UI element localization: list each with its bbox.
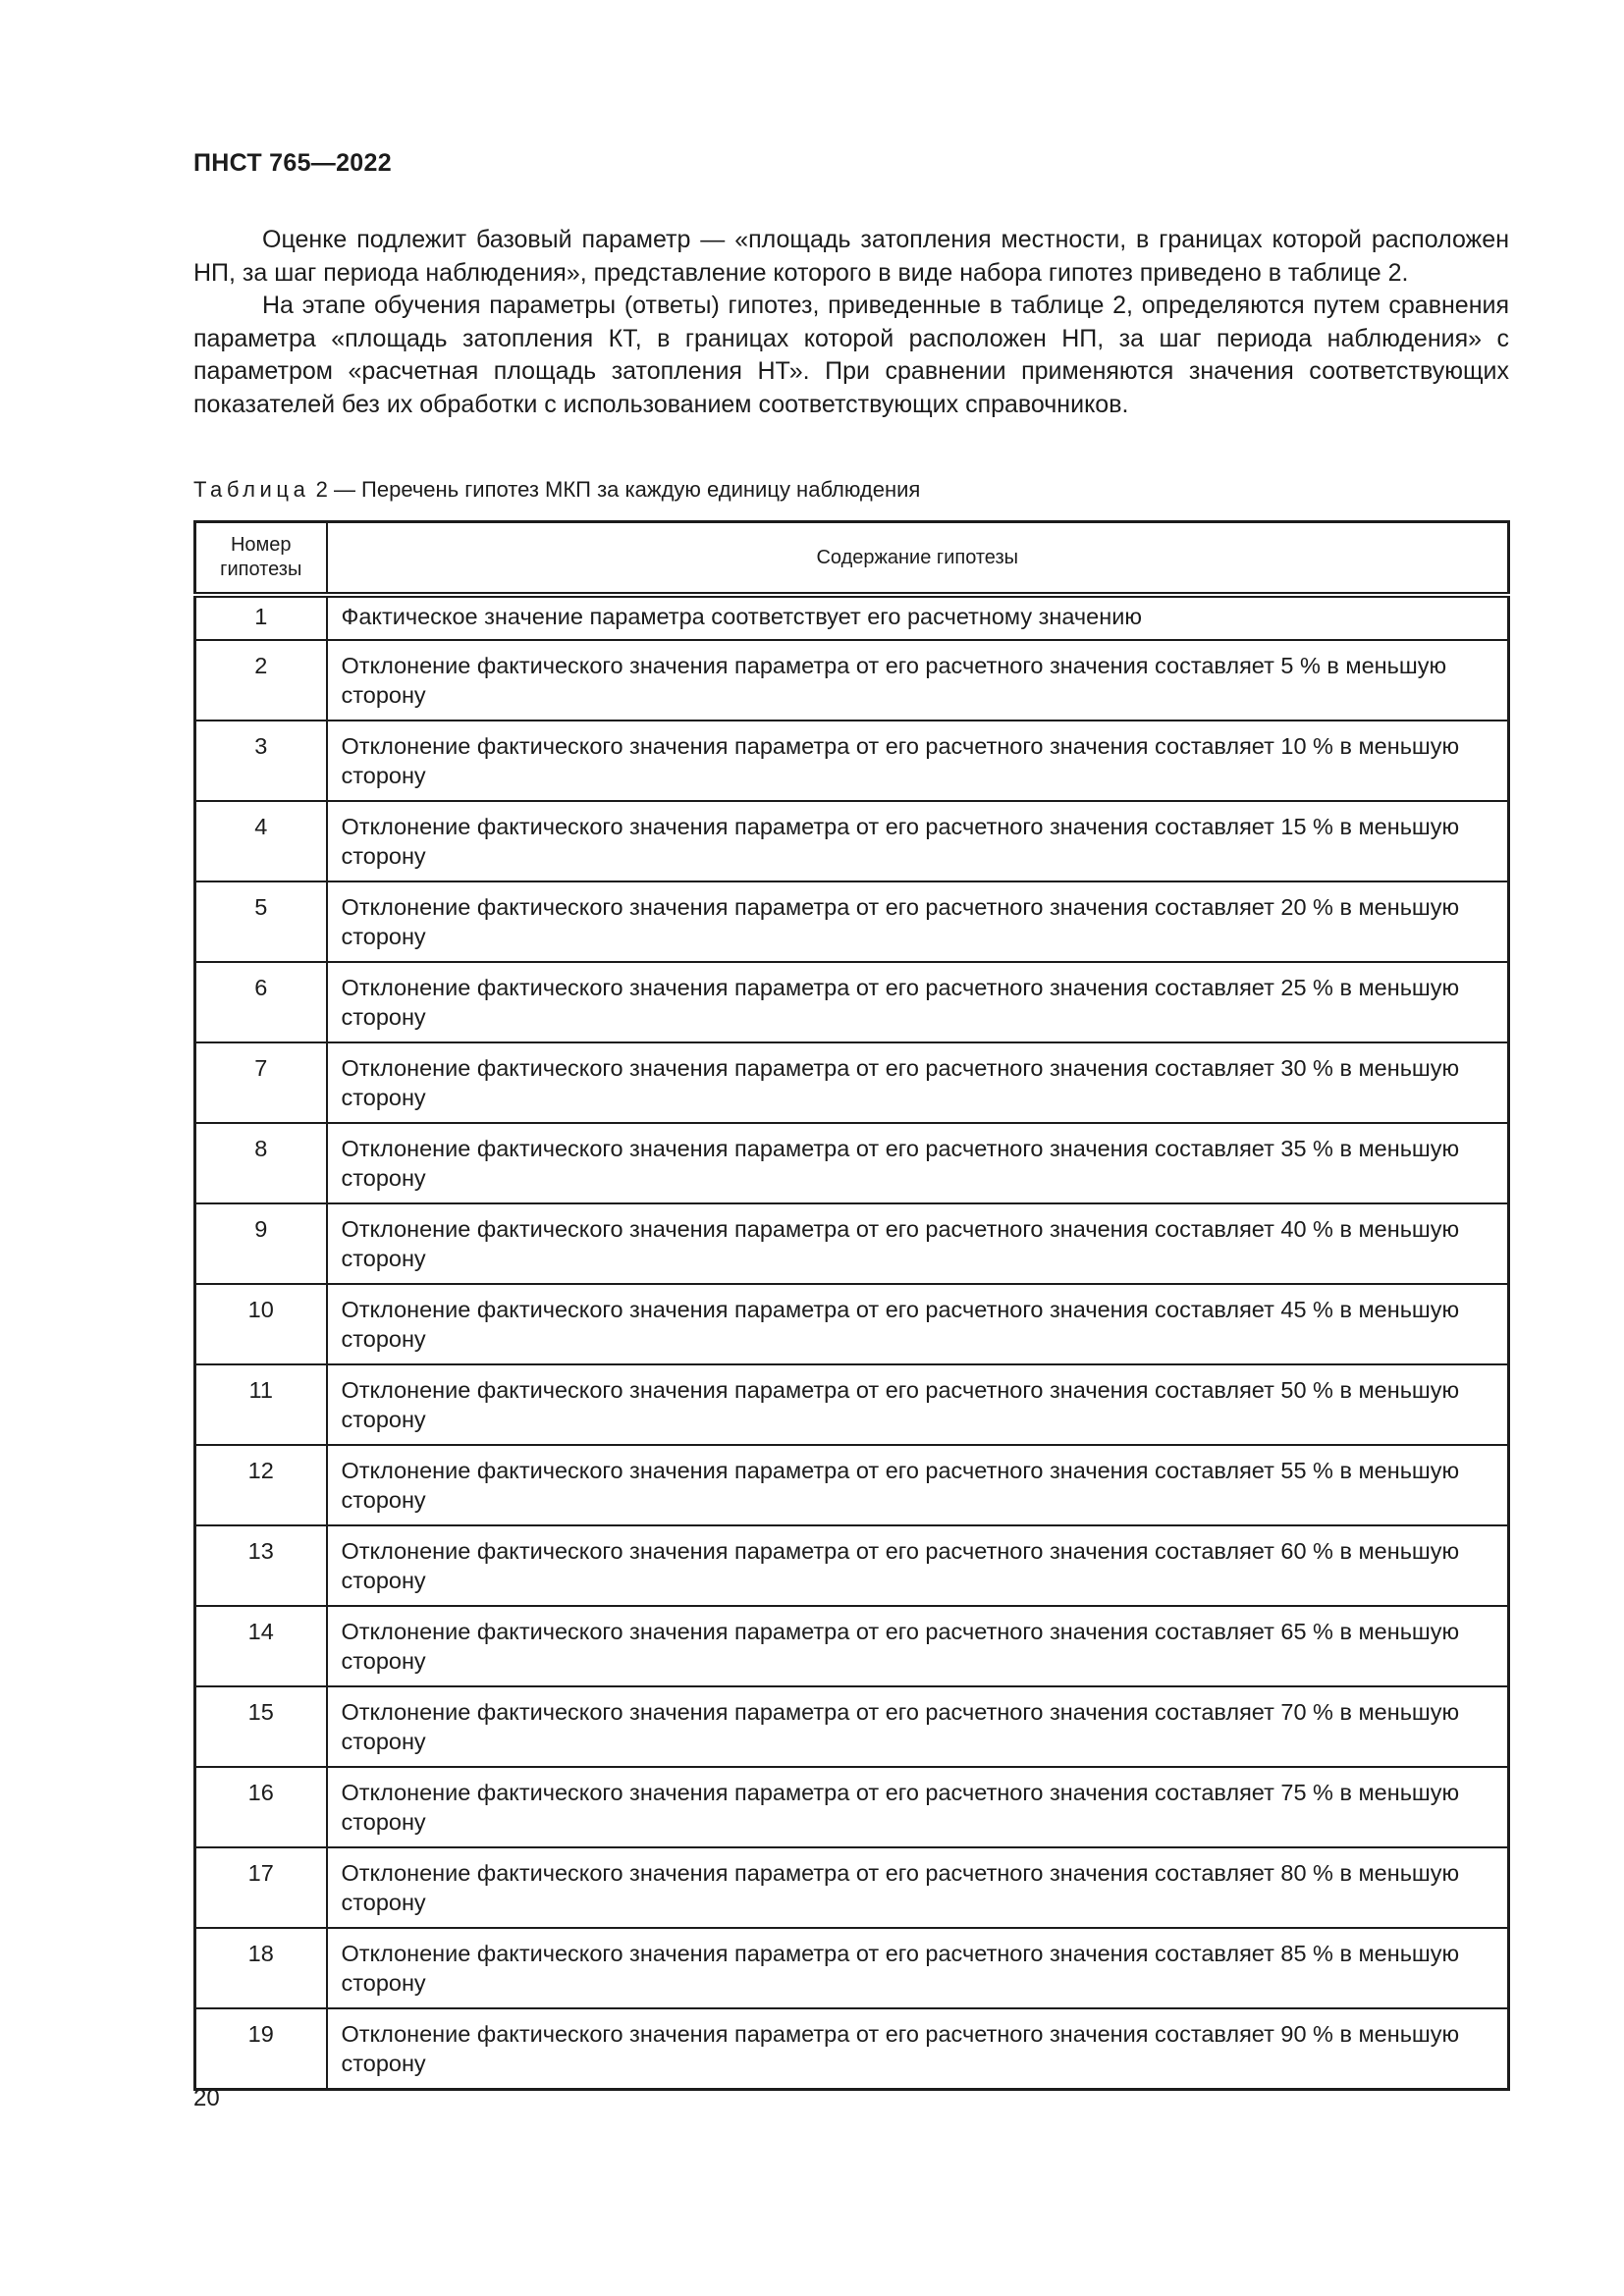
hypothesis-number: 6 [195, 962, 327, 1042]
hypothesis-content: Отклонение фактического значения параметра от его расчетного значения составляет 55 % в меньшую сторону [327, 1445, 1509, 1525]
hypothesis-content: Отклонение фактического значения параметра от его расчетного значения составляет 20 % в меньшую сторону [327, 881, 1509, 962]
table-row [195, 881, 1509, 962]
hypothesis-number: 14 [195, 1606, 327, 1686]
table-caption [193, 477, 920, 503]
table-row [195, 640, 1509, 721]
table-row [195, 1042, 1509, 1123]
table-row [195, 1284, 1509, 1364]
hypothesis-number: 7 [195, 1042, 327, 1123]
hypothesis-content: Отклонение фактического значения параметра от его расчетного значения составляет 90 % в меньшую сторону [327, 2008, 1509, 2090]
hypothesis-content: Отклонение фактического значения параметра от его расчетного значения составляет 50 % в меньшую сторону [327, 1364, 1509, 1445]
document-header: ПНСТ 765—2022 [193, 149, 392, 177]
hypothesis-number: 16 [195, 1767, 327, 1847]
table-row [195, 721, 1509, 801]
hypotheses-table [193, 520, 1510, 2091]
hypothesis-number: 5 [195, 881, 327, 962]
table-row [195, 801, 1509, 881]
hypothesis-content: Отклонение фактического значения параметра от его расчетного значения составляет 80 % в меньшую сторону [327, 1847, 1509, 1928]
table-row [195, 1525, 1509, 1606]
hypothesis-content: Отклонение фактического значения параметра от его расчетного значения составляет 60 % в меньшую сторону [327, 1525, 1509, 1606]
hypothesis-content: Отклонение фактического значения параметра от его расчетного значения составляет 65 % в меньшую сторону [327, 1606, 1509, 1686]
hypothesis-content: Отклонение фактического значения параметра от его расчетного значения составляет 25 % в меньшую сторону [327, 962, 1509, 1042]
column-header-content: Содержание гипотезы [327, 522, 1509, 596]
intro-paragraph: На этапе обучения параметры (ответы) гипотез, приведенные в таблице 2, определяются путем сравнения параметра «площадь затопления КТ, в границах которой расположен НП, за шаг периода наблюдения» с параметром «расчетная площадь затопления НТ». При сравнении применяются значения соответствующих показателей без их обработки с использованием соответствующих справочников. [193, 292, 1509, 418]
hypothesis-number: 12 [195, 1445, 327, 1525]
hypothesis-number: 17 [195, 1847, 327, 1928]
table-row [195, 1123, 1509, 1203]
hypothesis-number: 13 [195, 1525, 327, 1606]
hypothesis-number: 19 [195, 2008, 327, 2090]
hypothesis-content: Отклонение фактического значения параметра от его расчетного значения составляет 45 % в меньшую сторону [327, 1284, 1509, 1364]
hypothesis-content: Отклонение фактического значения параметра от его расчетного значения составляет 5 % в меньшую сторону [327, 640, 1509, 721]
hypothesis-number: 11 [195, 1364, 327, 1445]
table-row [195, 962, 1509, 1042]
table-row [195, 1928, 1509, 2008]
hypothesis-number: 4 [195, 801, 327, 881]
hypothesis-number: 3 [195, 721, 327, 801]
table-caption-label: Таблица [193, 477, 310, 502]
table-row [195, 595, 1509, 640]
table-row [195, 1203, 1509, 1284]
hypothesis-content: Отклонение фактического значения параметра от его расчетного значения составляет 70 % в меньшую сторону [327, 1686, 1509, 1767]
hypothesis-content: Отклонение фактического значения параметра от его расчетного значения составляет 30 % в меньшую сторону [327, 1042, 1509, 1123]
table-header-row [195, 522, 1509, 596]
hypothesis-number: 8 [195, 1123, 327, 1203]
table-row [195, 1364, 1509, 1445]
intro-text [193, 224, 1509, 421]
intro-paragraph: Оценке подлежит базовый параметр — «площадь затопления местности, в границах которой расположен НП, за шаг периода наблюдения», представление которого в виде набора гипотез приведено в таблице 2. [193, 226, 1509, 287]
table-row [195, 1847, 1509, 1928]
column-header-number: Номер гипотезы [195, 522, 327, 596]
hypothesis-content: Отклонение фактического значения параметра от его расчетного значения составляет 75 % в меньшую сторону [327, 1767, 1509, 1847]
hypothesis-content: Отклонение фактического значения параметра от его расчетного значения составляет 35 % в меньшую сторону [327, 1123, 1509, 1203]
hypothesis-content: Отклонение фактического значения параметра от его расчетного значения составляет 40 % в меньшую сторону [327, 1203, 1509, 1284]
table-row [195, 2008, 1509, 2090]
hypothesis-number: 18 [195, 1928, 327, 2008]
table-body [195, 595, 1509, 2090]
hypothesis-content: Отклонение фактического значения параметра от его расчетного значения составляет 15 % в меньшую сторону [327, 801, 1509, 881]
table-row [195, 1445, 1509, 1525]
hypothesis-number: 15 [195, 1686, 327, 1767]
hypothesis-content: Отклонение фактического значения параметра от его расчетного значения составляет 85 % в меньшую сторону [327, 1928, 1509, 2008]
hypothesis-content: Отклонение фактического значения параметра от его расчетного значения составляет 10 % в меньшую сторону [327, 721, 1509, 801]
table-row [195, 1767, 1509, 1847]
page-number: 20 [193, 2085, 220, 2111]
hypothesis-number: 1 [195, 595, 327, 640]
hypothesis-number: 9 [195, 1203, 327, 1284]
hypothesis-number: 2 [195, 640, 327, 721]
table-row [195, 1606, 1509, 1686]
hypothesis-number: 10 [195, 1284, 327, 1364]
table-caption-text: 2 — Перечень гипотез МКП за каждую единицу наблюдения [315, 477, 921, 502]
hypothesis-content: Фактическое значение параметра соответствует его расчетному значению [327, 595, 1509, 640]
table-row [195, 1686, 1509, 1767]
